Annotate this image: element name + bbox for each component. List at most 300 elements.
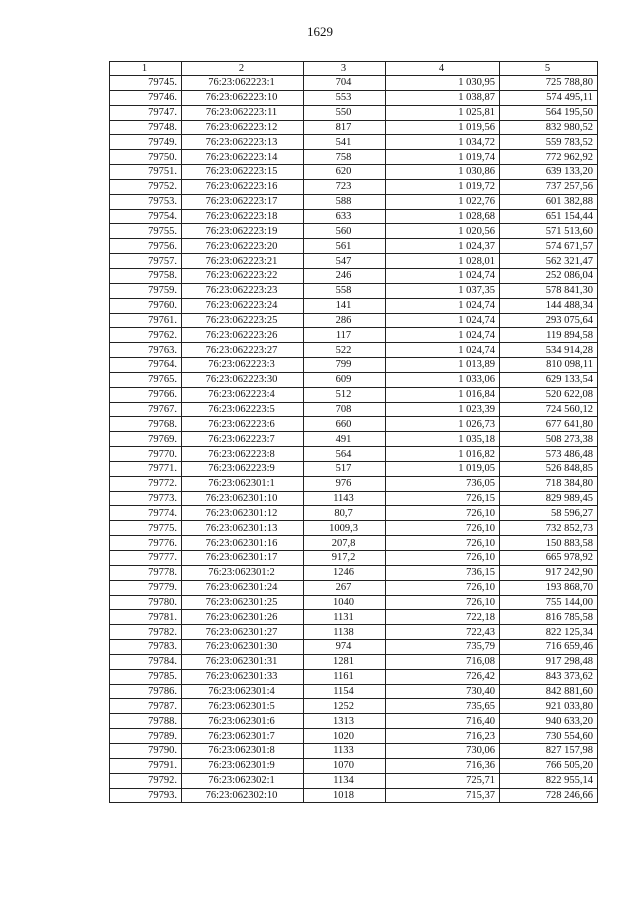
area-cell: 917,2 [304, 551, 386, 566]
cadastral-number-cell: 76:23:062301:12 [182, 506, 304, 521]
rate-cell: 1 037,35 [386, 283, 500, 298]
rate-cell: 726,10 [386, 595, 500, 610]
record-number-cell: 79793. [110, 788, 182, 803]
cadastral-number-cell: 76:23:062301:10 [182, 491, 304, 506]
record-number-cell: 79765. [110, 372, 182, 387]
value-cell: 728 246,66 [500, 788, 598, 803]
rate-cell: 730,06 [386, 743, 500, 758]
value-cell: 150 883,58 [500, 536, 598, 551]
rate-cell: 726,10 [386, 580, 500, 595]
table-row [110, 491, 598, 506]
area-cell: 564 [304, 447, 386, 462]
cadastral-number-cell: 76:23:062223:3 [182, 358, 304, 373]
area-cell: 1138 [304, 625, 386, 640]
rate-cell: 726,15 [386, 491, 500, 506]
cadastral-number-cell: 76:23:062223:6 [182, 417, 304, 432]
record-number-cell: 79791. [110, 758, 182, 773]
rate-cell: 715,37 [386, 788, 500, 803]
value-cell: 917 298,48 [500, 654, 598, 669]
table-row [110, 105, 598, 120]
record-number-cell: 79771. [110, 461, 182, 476]
rate-cell: 1 026,73 [386, 417, 500, 432]
record-number-cell: 79750. [110, 150, 182, 165]
record-number-cell: 79792. [110, 773, 182, 788]
record-number-cell: 79754. [110, 209, 182, 224]
cadastral-number-cell: 76:23:062301:24 [182, 580, 304, 595]
area-cell: 267 [304, 580, 386, 595]
record-number-cell: 79749. [110, 135, 182, 150]
table-row [110, 669, 598, 684]
value-cell: 725 788,80 [500, 76, 598, 91]
record-number-cell: 79784. [110, 654, 182, 669]
value-cell: 718 384,80 [500, 476, 598, 491]
table-row [110, 773, 598, 788]
value-cell: 574 495,11 [500, 90, 598, 105]
value-cell: 822 125,34 [500, 625, 598, 640]
cadastral-number-cell: 76:23:062223:23 [182, 283, 304, 298]
cadastral-number-cell: 76:23:062301:7 [182, 729, 304, 744]
rate-cell: 1 024,74 [386, 268, 500, 283]
area-cell: 1131 [304, 610, 386, 625]
table-row [110, 536, 598, 551]
value-cell: 520 622,08 [500, 387, 598, 402]
area-cell: 491 [304, 432, 386, 447]
cadastral-number-cell: 76:23:062223:18 [182, 209, 304, 224]
cadastral-number-cell: 76:23:062223:8 [182, 447, 304, 462]
area-cell: 522 [304, 343, 386, 358]
value-cell: 842 881,60 [500, 684, 598, 699]
value-cell: 651 154,44 [500, 209, 598, 224]
rate-cell: 722,43 [386, 625, 500, 640]
cadastral-number-cell: 76:23:062223:25 [182, 313, 304, 328]
cadastral-number-cell: 76:23:062301:6 [182, 714, 304, 729]
cadastral-number-cell: 76:23:062223:1 [182, 76, 304, 91]
value-cell: 832 980,52 [500, 120, 598, 135]
record-number-cell: 79769. [110, 432, 182, 447]
table-row [110, 714, 598, 729]
column-header: 1 [110, 62, 182, 76]
value-cell: 816 785,58 [500, 610, 598, 625]
area-cell: 758 [304, 150, 386, 165]
record-number-cell: 79789. [110, 729, 182, 744]
cadastral-number-cell: 76:23:062223:19 [182, 224, 304, 239]
table-row [110, 402, 598, 417]
cadastral-number-cell: 76:23:062301:30 [182, 640, 304, 655]
rate-cell: 726,10 [386, 551, 500, 566]
column-header: 5 [500, 62, 598, 76]
record-number-cell: 79751. [110, 165, 182, 180]
cadastral-number-cell: 76:23:062301:27 [182, 625, 304, 640]
rate-cell: 1 024,74 [386, 328, 500, 343]
rate-cell: 716,23 [386, 729, 500, 744]
area-cell: 1018 [304, 788, 386, 803]
record-number-cell: 79785. [110, 669, 182, 684]
value-cell: 534 914,28 [500, 343, 598, 358]
rate-cell: 1 016,84 [386, 387, 500, 402]
record-number-cell: 79757. [110, 254, 182, 269]
rate-cell: 1 024,74 [386, 343, 500, 358]
value-cell: 293 075,64 [500, 313, 598, 328]
table-row [110, 224, 598, 239]
table-row [110, 580, 598, 595]
area-cell: 708 [304, 402, 386, 417]
area-cell: 141 [304, 298, 386, 313]
rate-cell: 725,71 [386, 773, 500, 788]
area-cell: 207,8 [304, 536, 386, 551]
record-number-cell: 79756. [110, 239, 182, 254]
rate-cell: 726,42 [386, 669, 500, 684]
cadastral-number-cell: 76:23:062223:21 [182, 254, 304, 269]
record-number-cell: 79786. [110, 684, 182, 699]
area-cell: 80,7 [304, 506, 386, 521]
table-row [110, 179, 598, 194]
table-row [110, 239, 598, 254]
record-number-cell: 79767. [110, 402, 182, 417]
table-row [110, 90, 598, 105]
value-cell: 822 955,14 [500, 773, 598, 788]
rate-cell: 1 024,74 [386, 298, 500, 313]
value-cell: 772 962,92 [500, 150, 598, 165]
value-cell: 574 671,57 [500, 239, 598, 254]
value-cell: 601 382,88 [500, 194, 598, 209]
area-cell: 1143 [304, 491, 386, 506]
cadastral-number-cell: 76:23:062301:8 [182, 743, 304, 758]
table-row [110, 461, 598, 476]
rate-cell: 1 030,95 [386, 76, 500, 91]
record-number-cell: 79779. [110, 580, 182, 595]
area-cell: 588 [304, 194, 386, 209]
rate-cell: 1 019,74 [386, 150, 500, 165]
record-number-cell: 79776. [110, 536, 182, 551]
value-cell: 252 086,04 [500, 268, 598, 283]
rate-cell: 1 020,56 [386, 224, 500, 239]
value-cell: 562 321,47 [500, 254, 598, 269]
record-number-cell: 79753. [110, 194, 182, 209]
value-cell: 665 978,92 [500, 551, 598, 566]
table-row [110, 447, 598, 462]
record-number-cell: 79770. [110, 447, 182, 462]
area-cell: 609 [304, 372, 386, 387]
area-cell: 1009,3 [304, 521, 386, 536]
table-row [110, 209, 598, 224]
cadastral-number-cell: 76:23:062301:25 [182, 595, 304, 610]
value-cell: 921 033,80 [500, 699, 598, 714]
value-cell: 119 894,58 [500, 328, 598, 343]
value-cell: 571 513,60 [500, 224, 598, 239]
table-row [110, 328, 598, 343]
value-cell: 193 868,70 [500, 580, 598, 595]
cadastral-number-cell: 76:23:062301:26 [182, 610, 304, 625]
rate-cell: 1 024,37 [386, 239, 500, 254]
table-row [110, 595, 598, 610]
table-row [110, 120, 598, 135]
value-cell: 940 633,20 [500, 714, 598, 729]
record-number-cell: 79781. [110, 610, 182, 625]
table-row [110, 358, 598, 373]
table-row [110, 758, 598, 773]
rate-cell: 1 028,68 [386, 209, 500, 224]
cadastral-number-cell: 76:23:062223:7 [182, 432, 304, 447]
table-row [110, 165, 598, 180]
area-cell: 550 [304, 105, 386, 120]
record-number-cell: 79788. [110, 714, 182, 729]
rate-cell: 730,40 [386, 684, 500, 699]
table-row [110, 565, 598, 580]
area-cell: 1134 [304, 773, 386, 788]
area-cell: 1161 [304, 669, 386, 684]
cadastral-number-cell: 76:23:062223:16 [182, 179, 304, 194]
record-number-cell: 79763. [110, 343, 182, 358]
table-row [110, 654, 598, 669]
area-cell: 517 [304, 461, 386, 476]
record-number-cell: 79747. [110, 105, 182, 120]
area-cell: 1281 [304, 654, 386, 669]
area-cell: 1252 [304, 699, 386, 714]
area-cell: 1133 [304, 743, 386, 758]
record-number-cell: 79752. [110, 179, 182, 194]
table-row [110, 743, 598, 758]
area-cell: 1246 [304, 565, 386, 580]
value-cell: 639 133,20 [500, 165, 598, 180]
cadastral-number-cell: 76:23:062223:30 [182, 372, 304, 387]
cadastral-number-cell: 76:23:062301:17 [182, 551, 304, 566]
cadastral-number-cell: 76:23:062301:2 [182, 565, 304, 580]
cadastral-number-cell: 76:23:062223:22 [182, 268, 304, 283]
table-row [110, 506, 598, 521]
table-row [110, 254, 598, 269]
cadastral-number-cell: 76:23:062223:11 [182, 105, 304, 120]
cadastral-number-cell: 76:23:062223:27 [182, 343, 304, 358]
value-cell: 559 783,52 [500, 135, 598, 150]
area-cell: 976 [304, 476, 386, 491]
table-row [110, 313, 598, 328]
area-cell: 547 [304, 254, 386, 269]
rate-cell: 716,36 [386, 758, 500, 773]
cadastral-number-cell: 76:23:062301:1 [182, 476, 304, 491]
cadastral-number-cell: 76:23:062223:9 [182, 461, 304, 476]
value-cell: 629 133,54 [500, 372, 598, 387]
rate-cell: 1 030,86 [386, 165, 500, 180]
record-number-cell: 79745. [110, 76, 182, 91]
area-cell: 512 [304, 387, 386, 402]
area-cell: 1040 [304, 595, 386, 610]
record-number-cell: 79764. [110, 358, 182, 373]
area-cell: 117 [304, 328, 386, 343]
record-number-cell: 79759. [110, 283, 182, 298]
record-number-cell: 79760. [110, 298, 182, 313]
record-number-cell: 79783. [110, 640, 182, 655]
rate-cell: 1 033,06 [386, 372, 500, 387]
rate-cell: 1 019,72 [386, 179, 500, 194]
data-table [109, 61, 598, 803]
value-cell: 843 373,62 [500, 669, 598, 684]
record-number-cell: 79766. [110, 387, 182, 402]
area-cell: 723 [304, 179, 386, 194]
table-row [110, 343, 598, 358]
value-cell: 564 195,50 [500, 105, 598, 120]
rate-cell: 1 028,01 [386, 254, 500, 269]
rate-cell: 1 025,81 [386, 105, 500, 120]
value-cell: 737 257,56 [500, 179, 598, 194]
record-number-cell: 79774. [110, 506, 182, 521]
cadastral-number-cell: 76:23:062301:16 [182, 536, 304, 551]
rate-cell: 736,15 [386, 565, 500, 580]
area-cell: 286 [304, 313, 386, 328]
value-cell: 58 596,27 [500, 506, 598, 521]
cadastral-number-cell: 76:23:062223:26 [182, 328, 304, 343]
record-number-cell: 79758. [110, 268, 182, 283]
table-row [110, 476, 598, 491]
record-number-cell: 79761. [110, 313, 182, 328]
table-row [110, 417, 598, 432]
page-number: 1629 [307, 24, 333, 39]
rate-cell: 716,40 [386, 714, 500, 729]
column-header: 2 [182, 62, 304, 76]
cadastral-number-cell: 76:23:062301:33 [182, 669, 304, 684]
rate-cell: 726,10 [386, 521, 500, 536]
rate-cell: 1 038,87 [386, 90, 500, 105]
table-row [110, 194, 598, 209]
value-cell: 827 157,98 [500, 743, 598, 758]
table-row [110, 76, 598, 91]
table-row [110, 283, 598, 298]
value-cell: 724 560,12 [500, 402, 598, 417]
value-cell: 526 848,85 [500, 461, 598, 476]
value-cell: 716 659,46 [500, 640, 598, 655]
area-cell: 558 [304, 283, 386, 298]
table-row [110, 610, 598, 625]
area-cell: 246 [304, 268, 386, 283]
rate-cell: 722,18 [386, 610, 500, 625]
table-row [110, 551, 598, 566]
rate-cell: 735,65 [386, 699, 500, 714]
cadastral-number-cell: 76:23:062223:15 [182, 165, 304, 180]
rate-cell: 1 034,72 [386, 135, 500, 150]
record-number-cell: 79775. [110, 521, 182, 536]
value-cell: 578 841,30 [500, 283, 598, 298]
area-cell: 660 [304, 417, 386, 432]
rate-cell: 716,08 [386, 654, 500, 669]
cadastral-number-cell: 76:23:062223:14 [182, 150, 304, 165]
area-cell: 974 [304, 640, 386, 655]
table-row [110, 432, 598, 447]
table-row [110, 372, 598, 387]
area-cell: 1020 [304, 729, 386, 744]
cadastral-number-cell: 76:23:062302:10 [182, 788, 304, 803]
rate-cell: 1 024,74 [386, 313, 500, 328]
table-row [110, 150, 598, 165]
rate-cell: 1 035,18 [386, 432, 500, 447]
record-number-cell: 79762. [110, 328, 182, 343]
rate-cell: 736,05 [386, 476, 500, 491]
cadastral-number-cell: 76:23:062301:9 [182, 758, 304, 773]
record-number-cell: 79746. [110, 90, 182, 105]
area-cell: 704 [304, 76, 386, 91]
value-cell: 573 486,48 [500, 447, 598, 462]
table-row [110, 640, 598, 655]
area-cell: 620 [304, 165, 386, 180]
area-cell: 541 [304, 135, 386, 150]
area-cell: 553 [304, 90, 386, 105]
cadastral-number-cell: 76:23:062301:5 [182, 699, 304, 714]
value-cell: 144 488,34 [500, 298, 598, 313]
record-number-cell: 79755. [110, 224, 182, 239]
value-cell: 829 989,45 [500, 491, 598, 506]
area-cell: 1313 [304, 714, 386, 729]
rate-cell: 1 019,05 [386, 461, 500, 476]
table-body [110, 76, 598, 803]
cadastral-number-cell: 76:23:062223:13 [182, 135, 304, 150]
table-row [110, 788, 598, 803]
record-number-cell: 79780. [110, 595, 182, 610]
rate-cell: 1 013,89 [386, 358, 500, 373]
record-number-cell: 79782. [110, 625, 182, 640]
value-cell: 755 144,00 [500, 595, 598, 610]
value-cell: 730 554,60 [500, 729, 598, 744]
column-header: 3 [304, 62, 386, 76]
value-cell: 677 641,80 [500, 417, 598, 432]
area-cell: 561 [304, 239, 386, 254]
value-cell: 766 505,20 [500, 758, 598, 773]
table-row [110, 135, 598, 150]
cadastral-number-cell: 76:23:062223:10 [182, 90, 304, 105]
cadastral-number-cell: 76:23:062301:4 [182, 684, 304, 699]
rate-cell: 726,10 [386, 536, 500, 551]
value-cell: 732 852,73 [500, 521, 598, 536]
area-cell: 1070 [304, 758, 386, 773]
rate-cell: 735,79 [386, 640, 500, 655]
table-row [110, 625, 598, 640]
cadastral-number-cell: 76:23:062301:13 [182, 521, 304, 536]
record-number-cell: 79778. [110, 565, 182, 580]
record-number-cell: 79790. [110, 743, 182, 758]
record-number-cell: 79777. [110, 551, 182, 566]
cadastral-number-cell: 76:23:062223:5 [182, 402, 304, 417]
cadastral-number-cell: 76:23:062223:12 [182, 120, 304, 135]
area-cell: 799 [304, 358, 386, 373]
cadastral-number-cell: 76:23:062301:31 [182, 654, 304, 669]
record-number-cell: 79772. [110, 476, 182, 491]
record-number-cell: 79748. [110, 120, 182, 135]
area-cell: 817 [304, 120, 386, 135]
value-cell: 917 242,90 [500, 565, 598, 580]
table-row [110, 298, 598, 313]
cadastral-number-cell: 76:23:062302:1 [182, 773, 304, 788]
value-cell: 508 273,38 [500, 432, 598, 447]
rate-cell: 726,10 [386, 506, 500, 521]
cadastral-number-cell: 76:23:062223:4 [182, 387, 304, 402]
record-number-cell: 79787. [110, 699, 182, 714]
rate-cell: 1 016,82 [386, 447, 500, 462]
table-row [110, 684, 598, 699]
value-cell: 810 098,11 [500, 358, 598, 373]
table-row [110, 521, 598, 536]
area-cell: 633 [304, 209, 386, 224]
rate-cell: 1 022,76 [386, 194, 500, 209]
table-row [110, 729, 598, 744]
table-header-row [110, 62, 598, 76]
record-number-cell: 79773. [110, 491, 182, 506]
column-header: 4 [386, 62, 500, 76]
record-number-cell: 79768. [110, 417, 182, 432]
table-row [110, 699, 598, 714]
area-cell: 560 [304, 224, 386, 239]
table-row [110, 387, 598, 402]
cadastral-number-cell: 76:23:062223:20 [182, 239, 304, 254]
table-row [110, 268, 598, 283]
cadastral-number-cell: 76:23:062223:17 [182, 194, 304, 209]
cadastral-number-cell: 76:23:062223:24 [182, 298, 304, 313]
